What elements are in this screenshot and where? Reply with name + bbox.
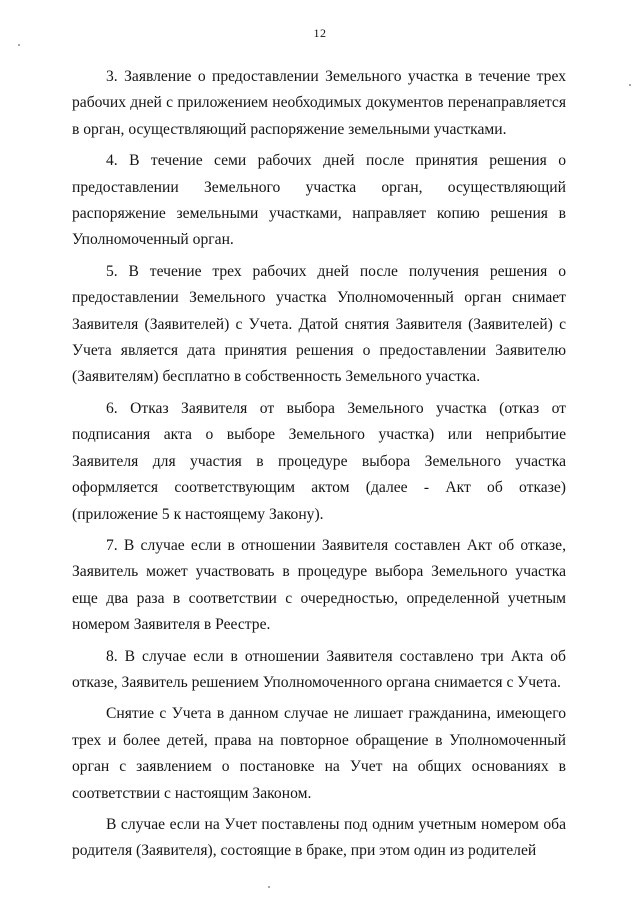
paragraph-3: 3. Заявление о предоставлении Земельного участка в течение трех рабочих дней с приложением необходимых документов перенаправляется в орган, осуществляющий распоряжение земельными участками.: [72, 68, 566, 138]
paragraph-5: 5. В течение трех рабочих дней после получения решения о предоставлении Земельного участка Уполномоченный орган снимает Заявителя (Заявителей) с Учета. Датой снятия Заявителя (Заявителей) с Учета является дата принятия решения о предоставлении Заявителю (Заявителям) бесплатно в собственность Земельного участка.: [72, 262, 566, 386]
paragraph-4: 4. В течение семи рабочих дней после принятия решения о предоставлении Земельного участка орган, осуществляющий распоряжение земельными участками, направляет копию решения в Уполномоченный орган.: [72, 152, 566, 249]
document-body: [72, 64, 566, 870]
page-number: 12: [313, 26, 327, 40]
scan-speck: [268, 886, 270, 888]
scan-speck: [629, 84, 631, 86]
paragraph-8: 8. В случае если в отношении Заявителя составлено три Акта об отказе, Заявитель решением Уполномоченного органа снимается с Учета.: [72, 647, 566, 691]
scan-speck: [18, 44, 20, 46]
paragraph-both-parents: В случае если на Учет поставлены под одним учетным номером оба родителя (Заявителя), состоящие в браке, при этом один из родителей: [72, 815, 566, 860]
paragraph-removal-note: Снятие с Учета в данном случае не лишает гражданина, имеющего трех и более детей, права на повторное обращение в Уполномоченный орган с заявлением о постановке на Учет на общих основаниях в соответствии с настоящим Законом.: [72, 705, 566, 802]
paragraph-7: 7. В случае если в отношении Заявителя составлен Акт об отказе, Заявитель может участвовать в процедуре выбора Земельного участка еще два раза в соответствии с очередностью, определенной учетным номером Заявителя в Реестре.: [72, 536, 566, 634]
paragraph-6: 6. Отказ Заявителя от выбора Земельного участка (отказ от подписания акта о выборе Земельного участка) или неприбытие Заявителя для участия в процедуре выбора Земельного участка оформляется соответствующим актом (далее - Акт об отказе) (приложение 5 к настоящему Закону).: [72, 399, 566, 523]
